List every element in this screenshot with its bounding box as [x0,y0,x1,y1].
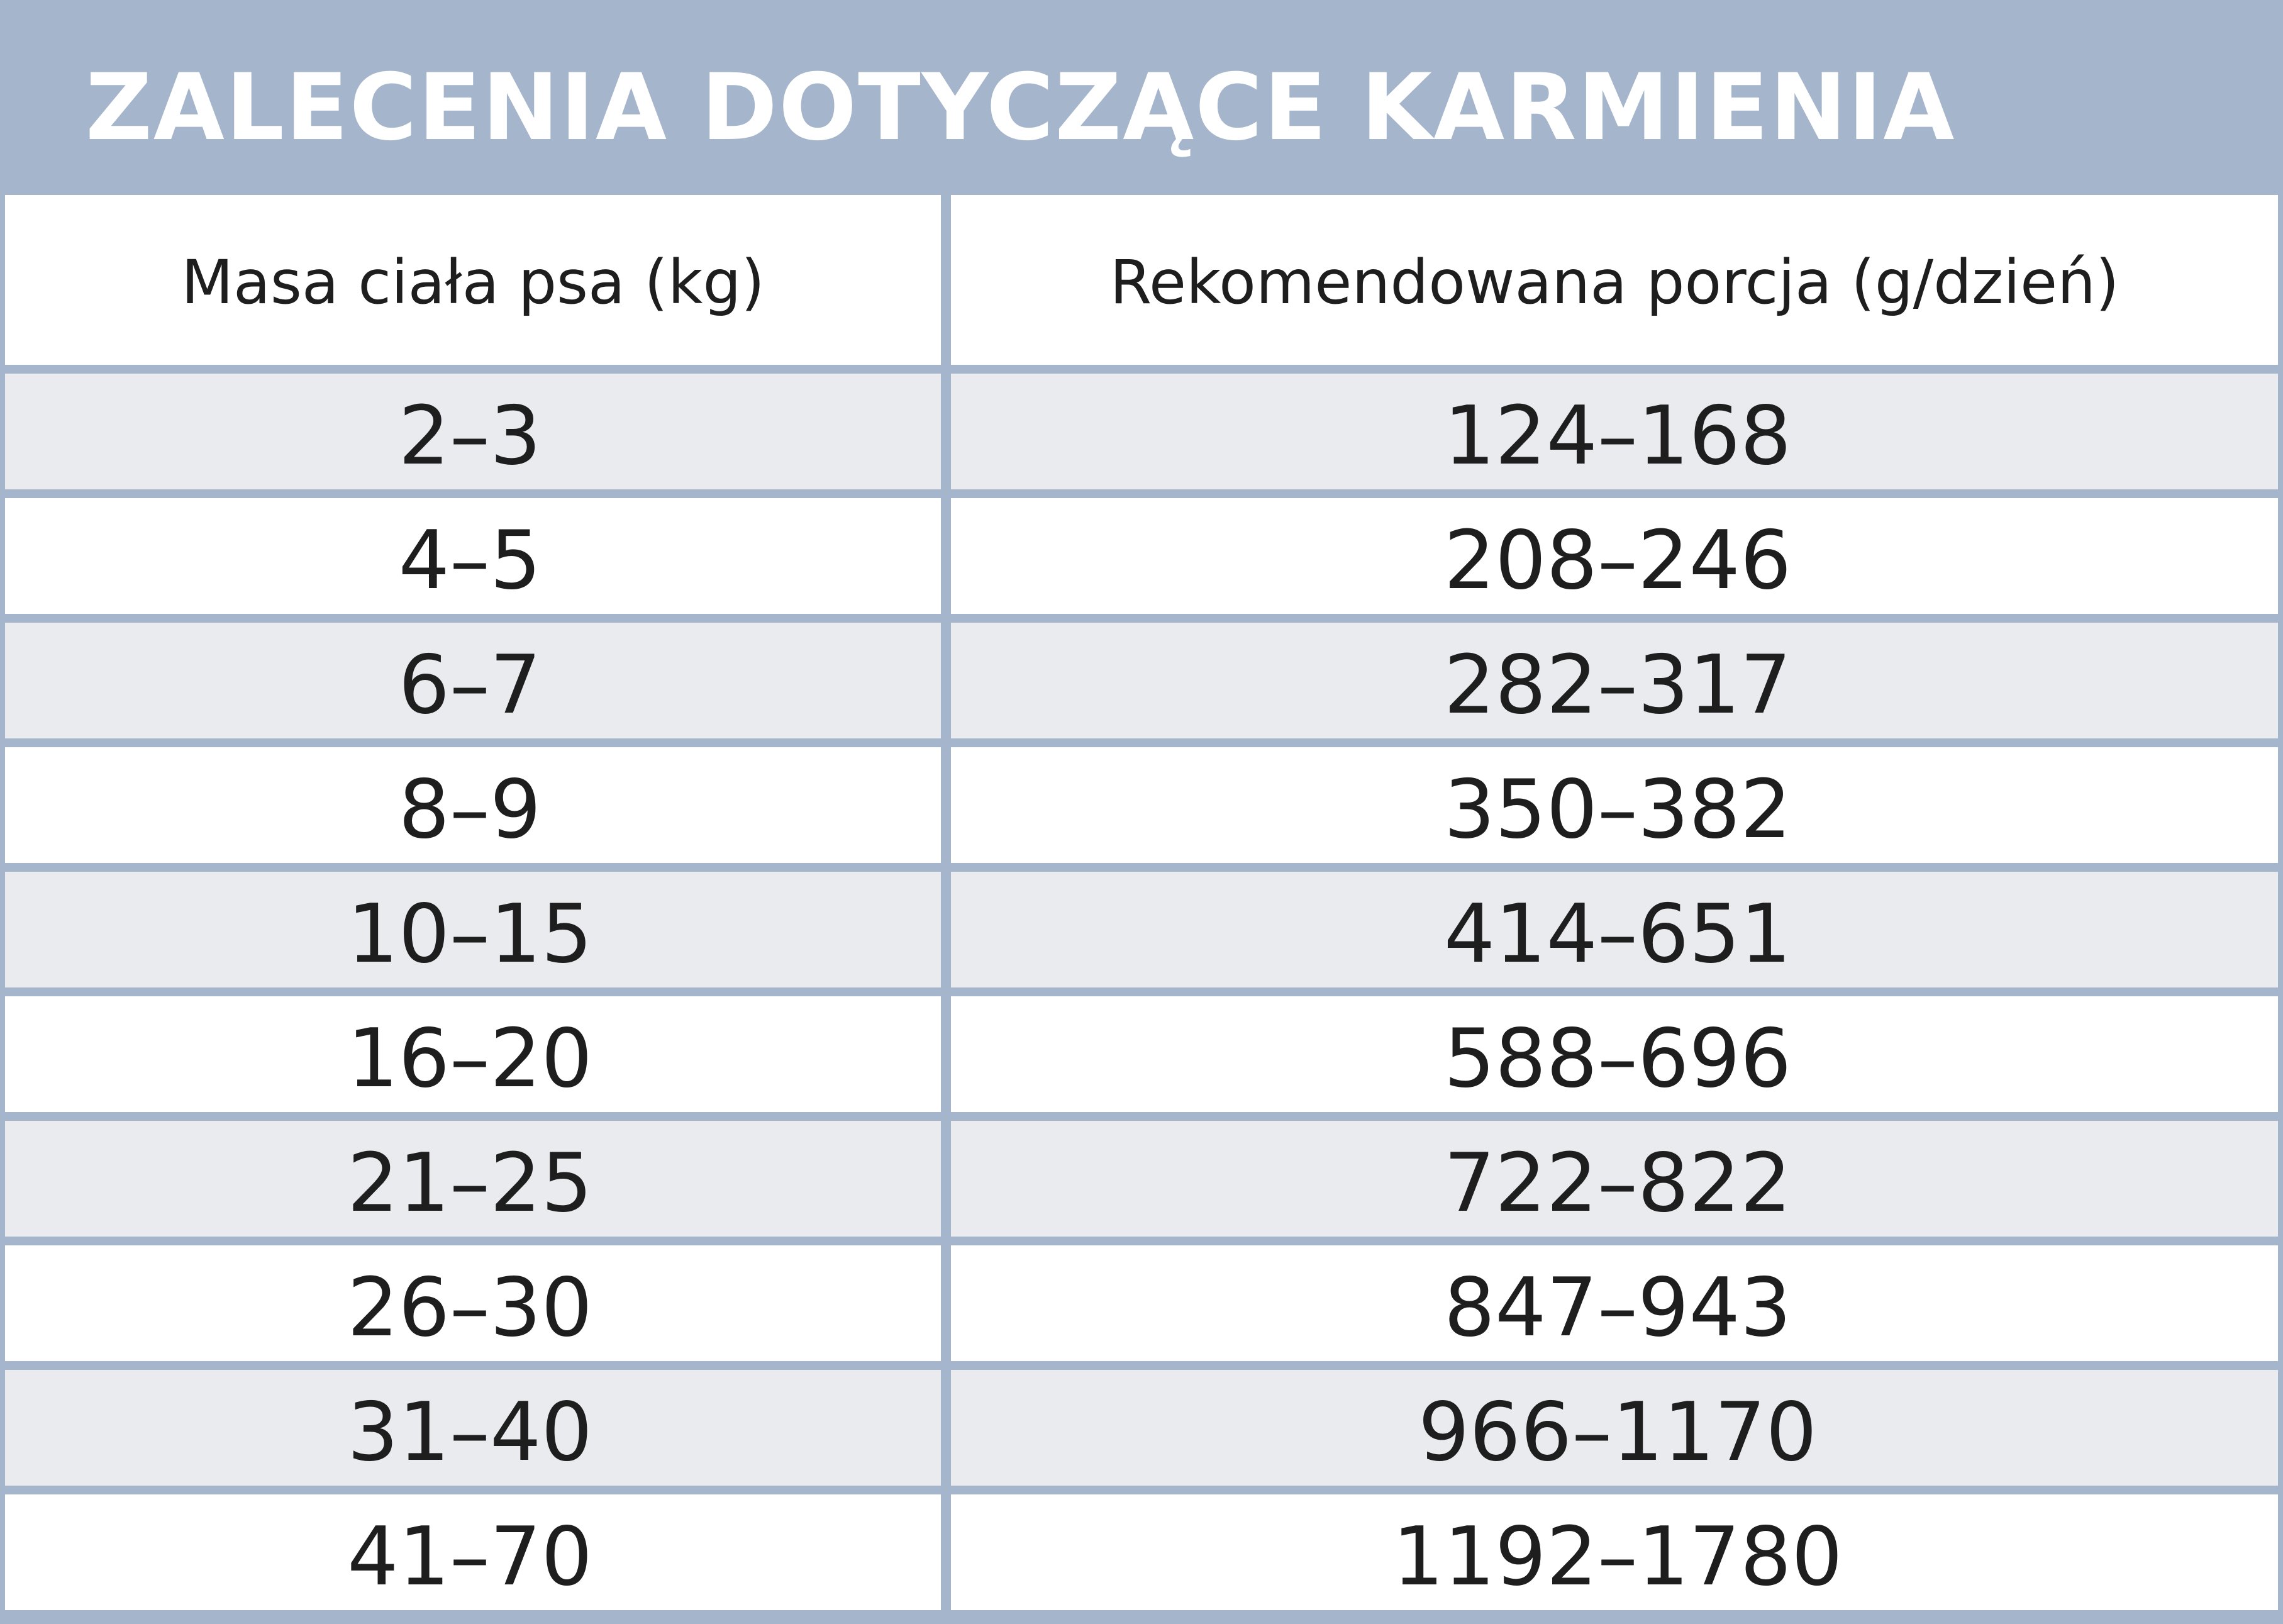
portion-cell: 350–382 [951,747,2278,863]
weight-cell: 31–40 [5,1370,941,1486]
portion-cell: 847–943 [951,1245,2278,1361]
weight-cell: 6–7 [5,623,941,738]
portion-cell: 282–317 [951,623,2278,738]
portion-cell: 208–246 [951,498,2278,614]
portion-cell: 966–1170 [951,1370,2278,1486]
portion-cell: 588–696 [951,996,2278,1112]
weight-cell: 26–30 [5,1245,941,1361]
page-title: ZALECENIA DOTYCZĄCE KARMIENIA [86,54,1956,161]
header-recommended-portion: Rekomendowana porcja (g/dzień) [951,195,2278,365]
weight-cell: 16–20 [5,996,941,1112]
portion-cell: 722–822 [951,1121,2278,1237]
weight-cell: 4–5 [5,498,941,614]
feeding-table [5,195,2278,1619]
header-body-weight: Masa ciała psa (kg) [5,195,941,365]
weight-cell: 8–9 [5,747,941,863]
portion-cell: 414–651 [951,872,2278,987]
weight-cell: 2–3 [5,374,941,489]
portion-cell: 1192–1780 [951,1494,2278,1610]
weight-cell: 21–25 [5,1121,941,1237]
weight-cell: 10–15 [5,872,941,987]
portion-cell: 124–168 [951,374,2278,489]
title-bar [5,5,2278,195]
weight-cell: 41–70 [5,1494,941,1610]
